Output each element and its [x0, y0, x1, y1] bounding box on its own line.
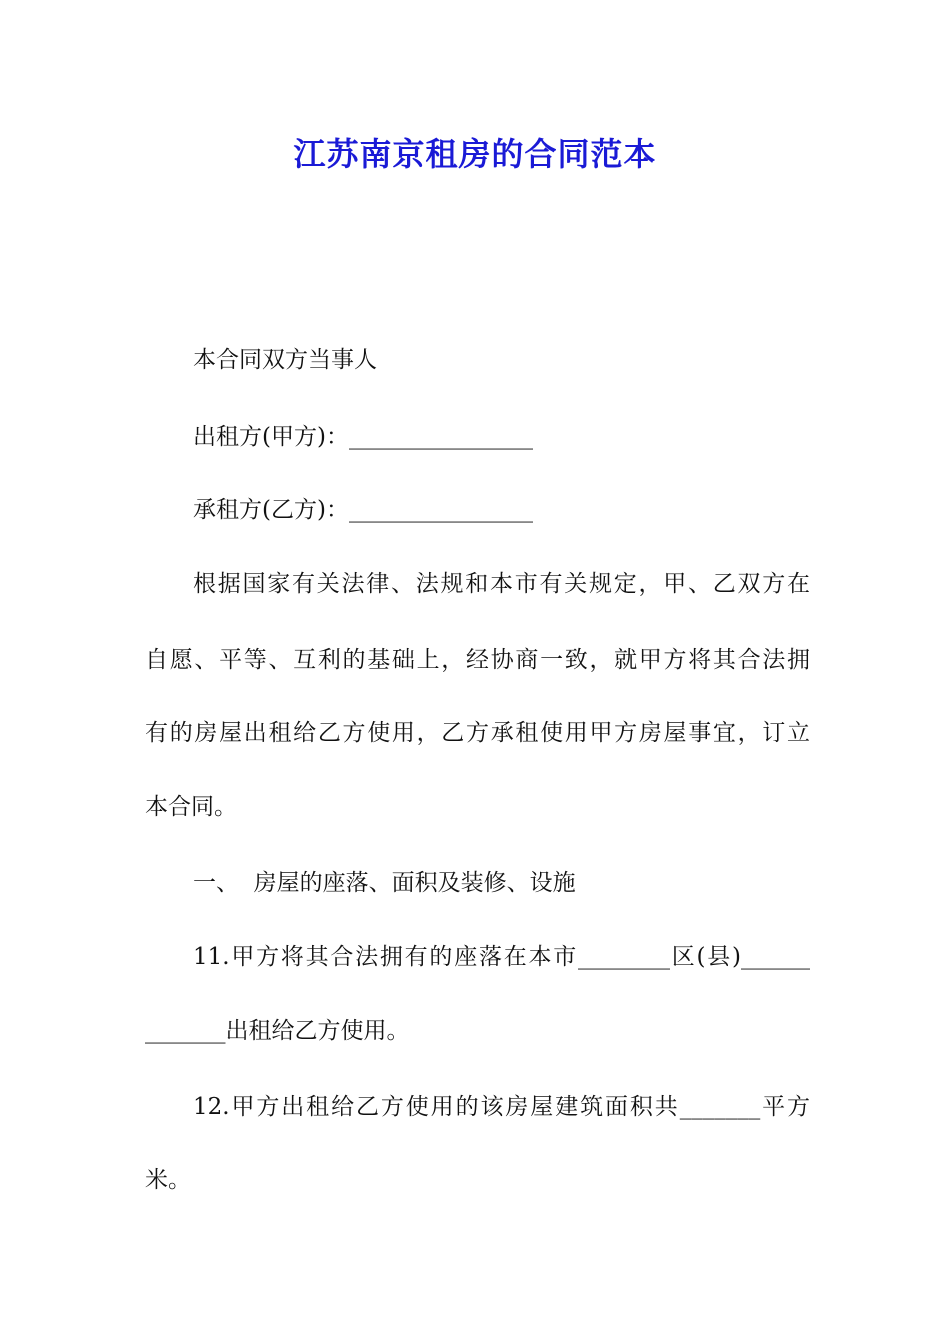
preamble-line-3: 有的房屋出租给乙方使用，乙方承租使用甲方房屋事宜，订立: [145, 720, 810, 746]
clause-12-line-1: 12.甲方出租给乙方使用的该房屋建筑面积共_______平方: [193, 1094, 810, 1120]
lessee-blank: ________________: [348, 497, 533, 523]
preamble-line-2: 自愿、平等、互利的基础上，经协商一致，就甲方将其合法拥: [145, 647, 810, 673]
lessee-label: 承租方(乙方)：: [193, 497, 349, 523]
clause-12-line-2: 米。: [145, 1167, 191, 1193]
document-title: 江苏南京租房的合同范本: [293, 135, 657, 173]
clause-11-line-2: _______出租给乙方使用。: [145, 1018, 410, 1044]
lessor-label: 出租方(甲方)：: [193, 424, 349, 450]
lessor-line: [193, 420, 810, 454]
lessee-line: [193, 493, 810, 527]
section-heading-1: 一、 房屋的座落、面积及装修、设施: [193, 870, 576, 896]
clause-11-line-1: 11.甲方将其合法拥有的座落在本市________区(县)______: [193, 944, 810, 970]
parties-heading: 本合同双方当事人: [193, 347, 377, 373]
preamble-line-1: 根据国家有关法律、法规和本市有关规定，甲、乙双方在: [193, 571, 810, 597]
lessor-blank: ________________: [348, 424, 533, 450]
preamble-line-4: 本合同。: [145, 794, 237, 820]
